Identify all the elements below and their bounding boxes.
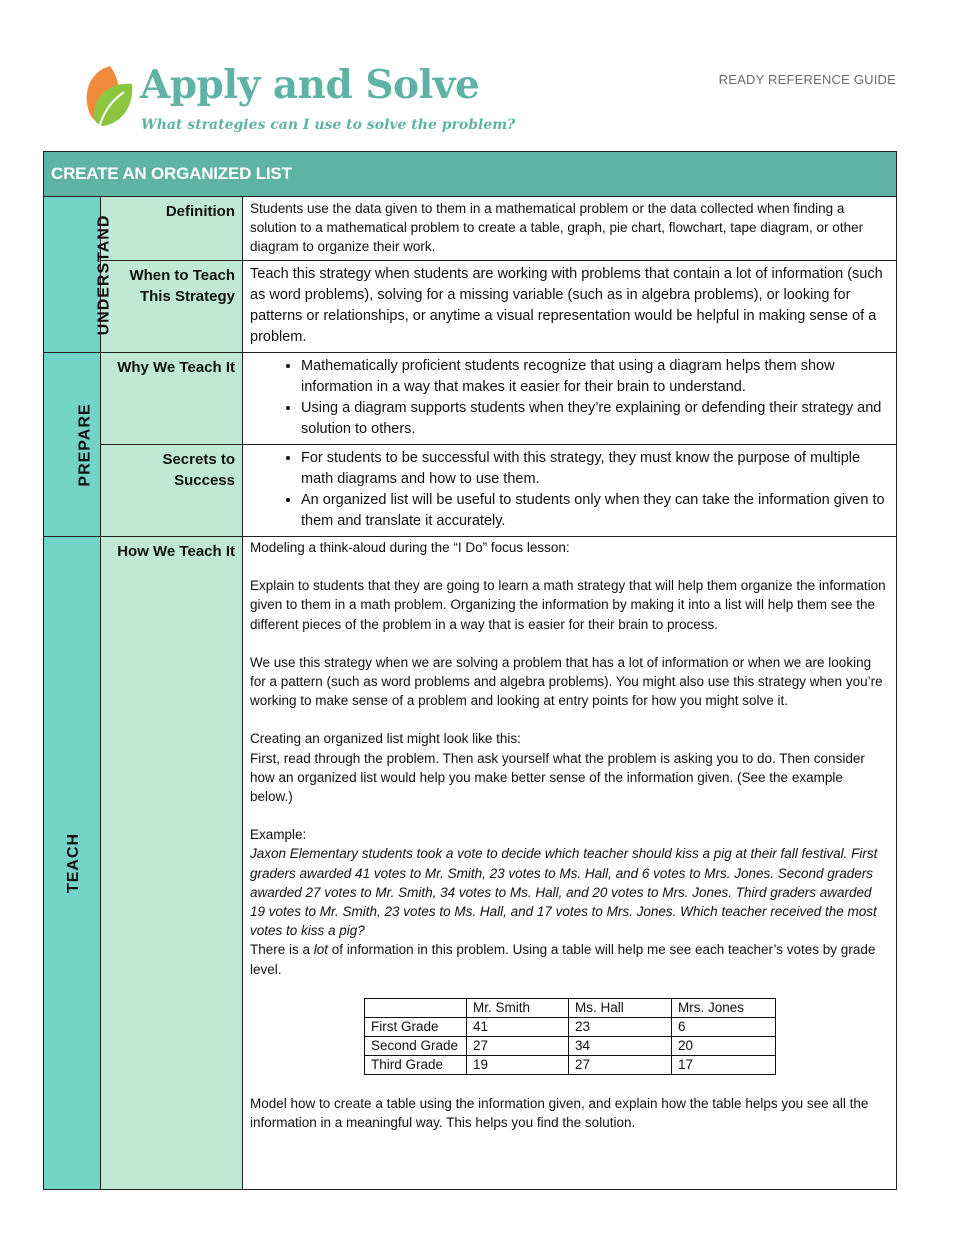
- votes-row: [365, 1036, 776, 1055]
- definition-text: Students use the data given to them in a mathematical problem or the data collected when finding a solution to a mathematical problem to create a table, graph, pie chart, flowchart, tape diagram, or other diagram to organize their work.: [243, 197, 897, 261]
- votes-cell: 41: [467, 1017, 569, 1036]
- teach-paragraph-steps: First, read through the problem. Then ask yourself what the problem is asking you to do. Then consider how an organized list would help you make better sense of the information given. (See the example below.): [250, 750, 865, 805]
- secrets-content: [243, 445, 897, 537]
- brand-title: Apply and Solve: [140, 62, 480, 108]
- teach-paragraph-list-intro: Creating an organized list might look like this:: [250, 731, 521, 747]
- why-bullet: • Using a diagram supports students when they’re explaining or defending their strategy and solution to others.: [301, 398, 888, 440]
- brand-subtitle: What strategies can I use to solve the problem?: [141, 117, 516, 133]
- section-prepare: [44, 353, 101, 537]
- guide-label: READY REFERENCE GUIDE: [718, 72, 896, 87]
- when-to-teach-label: [101, 261, 243, 353]
- votes-cell: 17: [672, 1055, 776, 1074]
- lot-pre: There is a: [250, 942, 314, 958]
- definition-label: [101, 197, 243, 261]
- votes-table: [364, 998, 776, 1075]
- votes-cell: 23: [569, 1017, 672, 1036]
- votes-row: [365, 1055, 776, 1074]
- section-label-teach: TEACH: [65, 832, 83, 894]
- votes-cell: 27: [467, 1036, 569, 1055]
- strategy-title: CREATE AN ORGANIZED LIST: [44, 152, 897, 197]
- lot-post: of information in this problem. Using a table will help me see each teacher’s votes by grade level.: [250, 942, 876, 977]
- secrets-label: [101, 445, 243, 537]
- teach-paragraph-lot: [250, 940, 888, 978]
- votes-cell: 34: [569, 1036, 672, 1055]
- how-we-teach-content: [243, 537, 897, 1190]
- votes-cell: Third Grade: [365, 1055, 467, 1074]
- page-header: [0, 0, 956, 150]
- section-teach: [44, 537, 101, 1190]
- teach-paragraph-use: We use this strategy when we are solving a problem that has a lot of information or when we are looking for a pattern (such as word problems and algebra problems). You might also use this strategy when you’re working to make sense of a problem and looking at entry points for how you might solve it.: [250, 654, 883, 709]
- teach-paragraph-explain: Explain to students that they are going to learn a math strategy that will help them organize the information given to them in a math problem. Organizing the information by making it into a list will help them see the different pieces of the problem in a way that is easier for their brain to process.: [250, 578, 886, 632]
- example-label: Example:: [250, 827, 307, 843]
- votes-header-cell: Mr. Smith: [467, 998, 569, 1017]
- why-we-teach-content: [243, 353, 897, 445]
- secrets-bullet: • An organized list will be useful to students only when they can take the information given to them and translate it accurately.: [301, 490, 888, 532]
- definition-label-text: Definition: [165, 203, 235, 220]
- why-we-teach-label: [101, 353, 243, 445]
- votes-header-row: [365, 998, 776, 1017]
- votes-cell: First Grade: [365, 1017, 467, 1036]
- when-label-line2: This Strategy: [139, 288, 235, 305]
- votes-cell: 19: [467, 1055, 569, 1074]
- secrets-bullet: • For students to be successful with this strategy, they must know the purpose of multiple math diagrams and how to use them.: [301, 448, 888, 490]
- votes-cell: 27: [569, 1055, 672, 1074]
- votes-cell: 20: [672, 1036, 776, 1055]
- leaf-icon: [80, 62, 140, 134]
- why-bullet: • Mathematically proficient students recognize that using a diagram helps them show information in a way that makes it easier for their brain to understand.: [301, 356, 888, 398]
- section-label-prepare: PREPARE: [76, 402, 94, 487]
- votes-header-cell: Ms. Hall: [569, 998, 672, 1017]
- teach-paragraph-closing: Model how to create a table using the information given, and explain how the table helps you see all the information in a meaningful way. This helps you find the solution.: [250, 1095, 869, 1131]
- votes-cell: Second Grade: [365, 1036, 467, 1055]
- when-label-line1: When to Teach: [129, 267, 235, 284]
- secrets-label-line2: Success: [174, 472, 235, 489]
- section-understand: [44, 197, 113, 353]
- votes-row: [365, 1017, 776, 1036]
- how-label-text: How We Teach It: [117, 543, 235, 560]
- when-to-teach-text: Teach this strategy when students are working with problems that contain a lot of information (such as word problems), solving for a missing variable (such as in algebra problems), or looking for patterns or relationships, or anytime a visual representation would be helpful in making sense of a problem.: [243, 261, 897, 353]
- example-problem: Jaxon Elementary students took a vote to decide which teacher should kiss a pig at their fall festival. First graders awarded 41 votes to Mr. Smith, 23 votes to Ms. Hall, and 6 votes to Mrs. Jones. Second graders awarded 27 votes to Mr. Smith, 34 votes to Ms. Hall, and 20 votes to Mrs. Jones. Third graders awarded 19 votes to Mr. Smith, 23 votes to Ms. Hall, and 17 votes to Mrs. Jones. Which teacher received the most votes to kiss a pig?: [250, 846, 878, 939]
- teach-paragraph-intro: Modeling a think-aloud during the “I Do” focus lesson:: [250, 540, 570, 555]
- votes-header-cell: [365, 998, 467, 1017]
- section-label-understand: UNDERSTAND: [95, 214, 113, 335]
- votes-header-cell: Mrs. Jones: [672, 998, 776, 1017]
- how-we-teach-label: [101, 537, 243, 1190]
- lot-word: lot: [313, 942, 329, 958]
- why-label-text: Why We Teach It: [117, 359, 235, 376]
- secrets-label-line1: Secrets to: [162, 451, 235, 468]
- strategy-table: [43, 151, 897, 1190]
- votes-cell: 6: [672, 1017, 776, 1036]
